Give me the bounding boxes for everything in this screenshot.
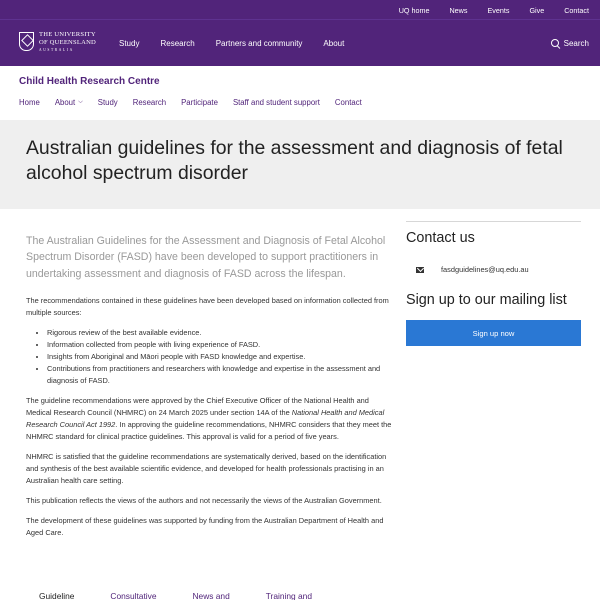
site-nav-home[interactable]: Home	[19, 98, 40, 107]
envelope-icon	[416, 267, 424, 273]
hero-banner	[0, 120, 600, 209]
body-paragraph-4: This publication reflects the views of the authors and not necessarily the views of the Australian Government.	[26, 496, 382, 505]
list-item: • Insights from Aboriginal and Māori people with FASD knowledge and expertise.	[47, 351, 394, 363]
site-nav-study[interactable]: Study	[97, 98, 118, 107]
utility-link-events[interactable]: Events	[487, 5, 510, 15]
utility-link-give[interactable]: Give	[529, 5, 545, 15]
main-nav-study[interactable]: Study	[119, 38, 140, 48]
body-paragraph-5: The development of these guidelines was supported by funding from the Australian Department of Health and Aged Care.	[26, 516, 384, 537]
main-nav-research[interactable]: Research	[160, 38, 195, 48]
tab-news[interactable]: News and	[192, 591, 230, 600]
contact-email[interactable]	[416, 265, 529, 274]
sidebar-divider	[406, 221, 581, 222]
bottom-tabs	[39, 591, 348, 600]
contact-heading: Contact us	[406, 230, 475, 246]
uq-logo[interactable]	[19, 32, 96, 53]
main-nav-partners[interactable]: Partners and community	[215, 38, 303, 48]
search-button[interactable]	[551, 20, 589, 66]
site-nav	[19, 98, 377, 107]
main-header	[0, 20, 600, 66]
utility-link-contact[interactable]: Contact	[564, 5, 589, 15]
main-nav-about[interactable]: About	[323, 38, 345, 48]
utility-bar	[0, 0, 600, 20]
tab-guideline[interactable]: Guideline	[39, 591, 75, 600]
utility-link-uq-home[interactable]: UQ home	[398, 5, 430, 15]
site-nav-research[interactable]: Research	[132, 98, 167, 107]
site-title[interactable]: Child Health Research Centre	[19, 76, 160, 87]
lead-paragraph: The Australian Guidelines for the Assessment and Diagnosis of Fetal Alcohol Spectrum Disorder (FASD) have been developed to support practitioners in undertaking assessment and diagnosis of FASD across the lifespan.	[26, 235, 386, 280]
body-paragraph-3: NHMRC is satisfied that the guideline recommendations are systematically derived, based on the identification and synthesis of the best available scientific evidence, and developed for health professionals practising in an Australian health care setting.	[26, 452, 387, 485]
act-title: National Health and Medical Research Council Act 1992	[26, 408, 385, 429]
list-item: • Rigorous review of the best available evidence.	[47, 327, 394, 339]
chevron-down-icon: ⌵	[78, 99, 83, 105]
list-item: • Information collected from people with living experience of FASD.	[47, 339, 394, 351]
logo-line-1: THE UNIVERSITY	[39, 31, 96, 38]
crest-icon	[19, 32, 34, 51]
site-nav-contact[interactable]: Contact	[334, 98, 362, 107]
tab-training[interactable]: Training and	[265, 591, 312, 600]
site-nav-about[interactable]	[55, 98, 83, 107]
site-nav-staff-support[interactable]: Staff and student support	[232, 98, 320, 107]
approval-text-b: . In approving the guideline recommendations, NHMRC considers that they meet the NHMRC standard for clinical practice guidelines. This approval is valid for a period of five years.	[26, 420, 392, 441]
body-paragraph-1: The recommendations contained in these guidelines have been developed based on information collected from multiple sources:	[26, 296, 389, 317]
approval-text-a: The guideline recommendations were approved by the Chief Executive Officer of the National Health and Medical Research Council (NHMRC) on 24 March 2025 under section 14A of the	[26, 396, 369, 417]
search-label: Search	[563, 38, 589, 48]
email-link[interactable]: fasdguidelines@uq.edu.au	[441, 265, 529, 274]
main-nav	[119, 20, 365, 66]
sign-up-button[interactable]: Sign up now	[406, 320, 581, 346]
mailing-list-heading: Sign up to our mailing list	[406, 292, 567, 308]
tab-consultative[interactable]: Consultative	[110, 591, 157, 600]
utility-link-news[interactable]: News	[449, 5, 468, 15]
site-nav-participate[interactable]: Participate	[181, 98, 218, 107]
site-nav-about-label: About	[54, 98, 76, 107]
body-paragraph-2	[26, 395, 394, 443]
list-item: • Contributions from practitioners and researchers with knowledge and expertise in the assessment and diagnosis of FASD.	[47, 363, 394, 387]
logo-wordmark	[39, 32, 96, 53]
page-title: Australian guidelines for the assessment and diagnosis of fetal alcohol spectrum disorder	[26, 137, 563, 184]
logo-line-3: AUSTRALIA	[39, 48, 74, 53]
body-content	[26, 295, 394, 547]
logo-line-2: OF QUEENSLAND	[39, 38, 96, 46]
sources-list	[47, 327, 394, 387]
search-icon	[551, 39, 559, 47]
